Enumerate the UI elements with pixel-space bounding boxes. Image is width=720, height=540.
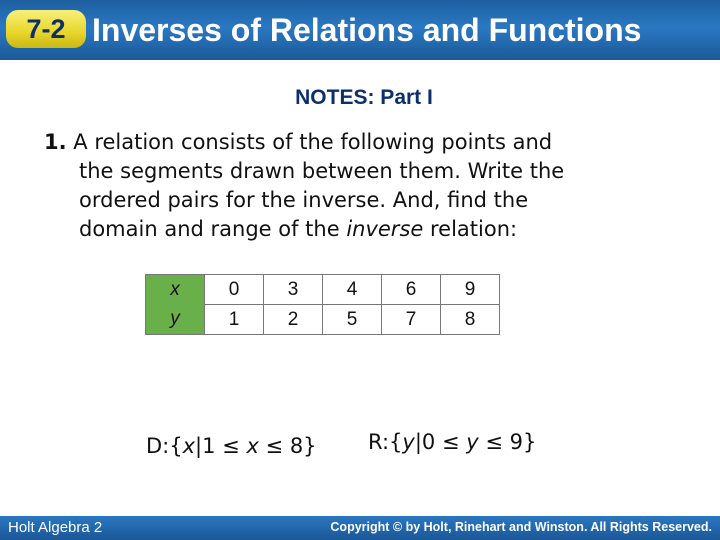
problem-line-1 (44, 128, 674, 157)
table-cell-x: 9 (441, 275, 500, 305)
problem-line-4-before: domain and range of the (79, 217, 347, 241)
table-row-y (146, 305, 500, 335)
table-cell-y: 8 (441, 305, 500, 335)
notes-heading: NOTES: Part I (295, 86, 433, 109)
problem-line-4-emphasis: inverse (346, 217, 424, 241)
table-header-x: x (146, 275, 205, 305)
problem-number: 1. (44, 130, 67, 154)
table-row-x (146, 275, 500, 305)
footer-bar (0, 516, 720, 540)
problem-line-3: ordered pairs for the inverse. And, find the (79, 188, 529, 212)
domain-variable: x (182, 434, 196, 458)
footer-course-label: Holt Algebra 2 (8, 519, 103, 536)
problem-line-4 (44, 215, 674, 244)
page-title: Inverses of Relations and Functions (92, 12, 642, 48)
xy-table (145, 274, 500, 335)
table-cell-y: 2 (264, 305, 323, 335)
problem-text (44, 128, 674, 244)
header-bar (0, 0, 720, 60)
range-variable: y (402, 430, 415, 454)
domain-variable-2: x (246, 434, 259, 458)
range-lower-bound: |0 ≤ (414, 430, 467, 454)
footer-copyright: Copyright © by Holt, Rinehart and Winston. All Rights Reserved. (330, 520, 712, 534)
problem-line-4-after: relation: (423, 217, 518, 241)
table-header-y: y (146, 305, 205, 335)
problem-line-2: the segments drawn between them. Write the (79, 159, 565, 183)
range-prefix: R:{ (368, 430, 403, 454)
table-cell-x: 0 (205, 275, 264, 305)
domain-prefix: D:{ (146, 434, 183, 458)
table-cell-x: 6 (382, 275, 441, 305)
range-upper-bound: ≤ 9} (478, 430, 537, 454)
range-variable-2: y (466, 430, 479, 454)
table-cell-y: 7 (382, 305, 441, 335)
domain-lower-bound: |1 ≤ (195, 434, 247, 458)
table-cell-y: 5 (323, 305, 382, 335)
problem-line-1-text: A relation consists of the following points and (73, 130, 553, 154)
domain-upper-bound: ≤ 8} (258, 434, 317, 458)
table-cell-y: 1 (205, 305, 264, 335)
range-answer (368, 430, 536, 454)
table-cell-x: 4 (323, 275, 382, 305)
lesson-number-badge: 7-2 (6, 10, 86, 48)
table-cell-x: 3 (264, 275, 323, 305)
domain-answer (146, 434, 317, 458)
